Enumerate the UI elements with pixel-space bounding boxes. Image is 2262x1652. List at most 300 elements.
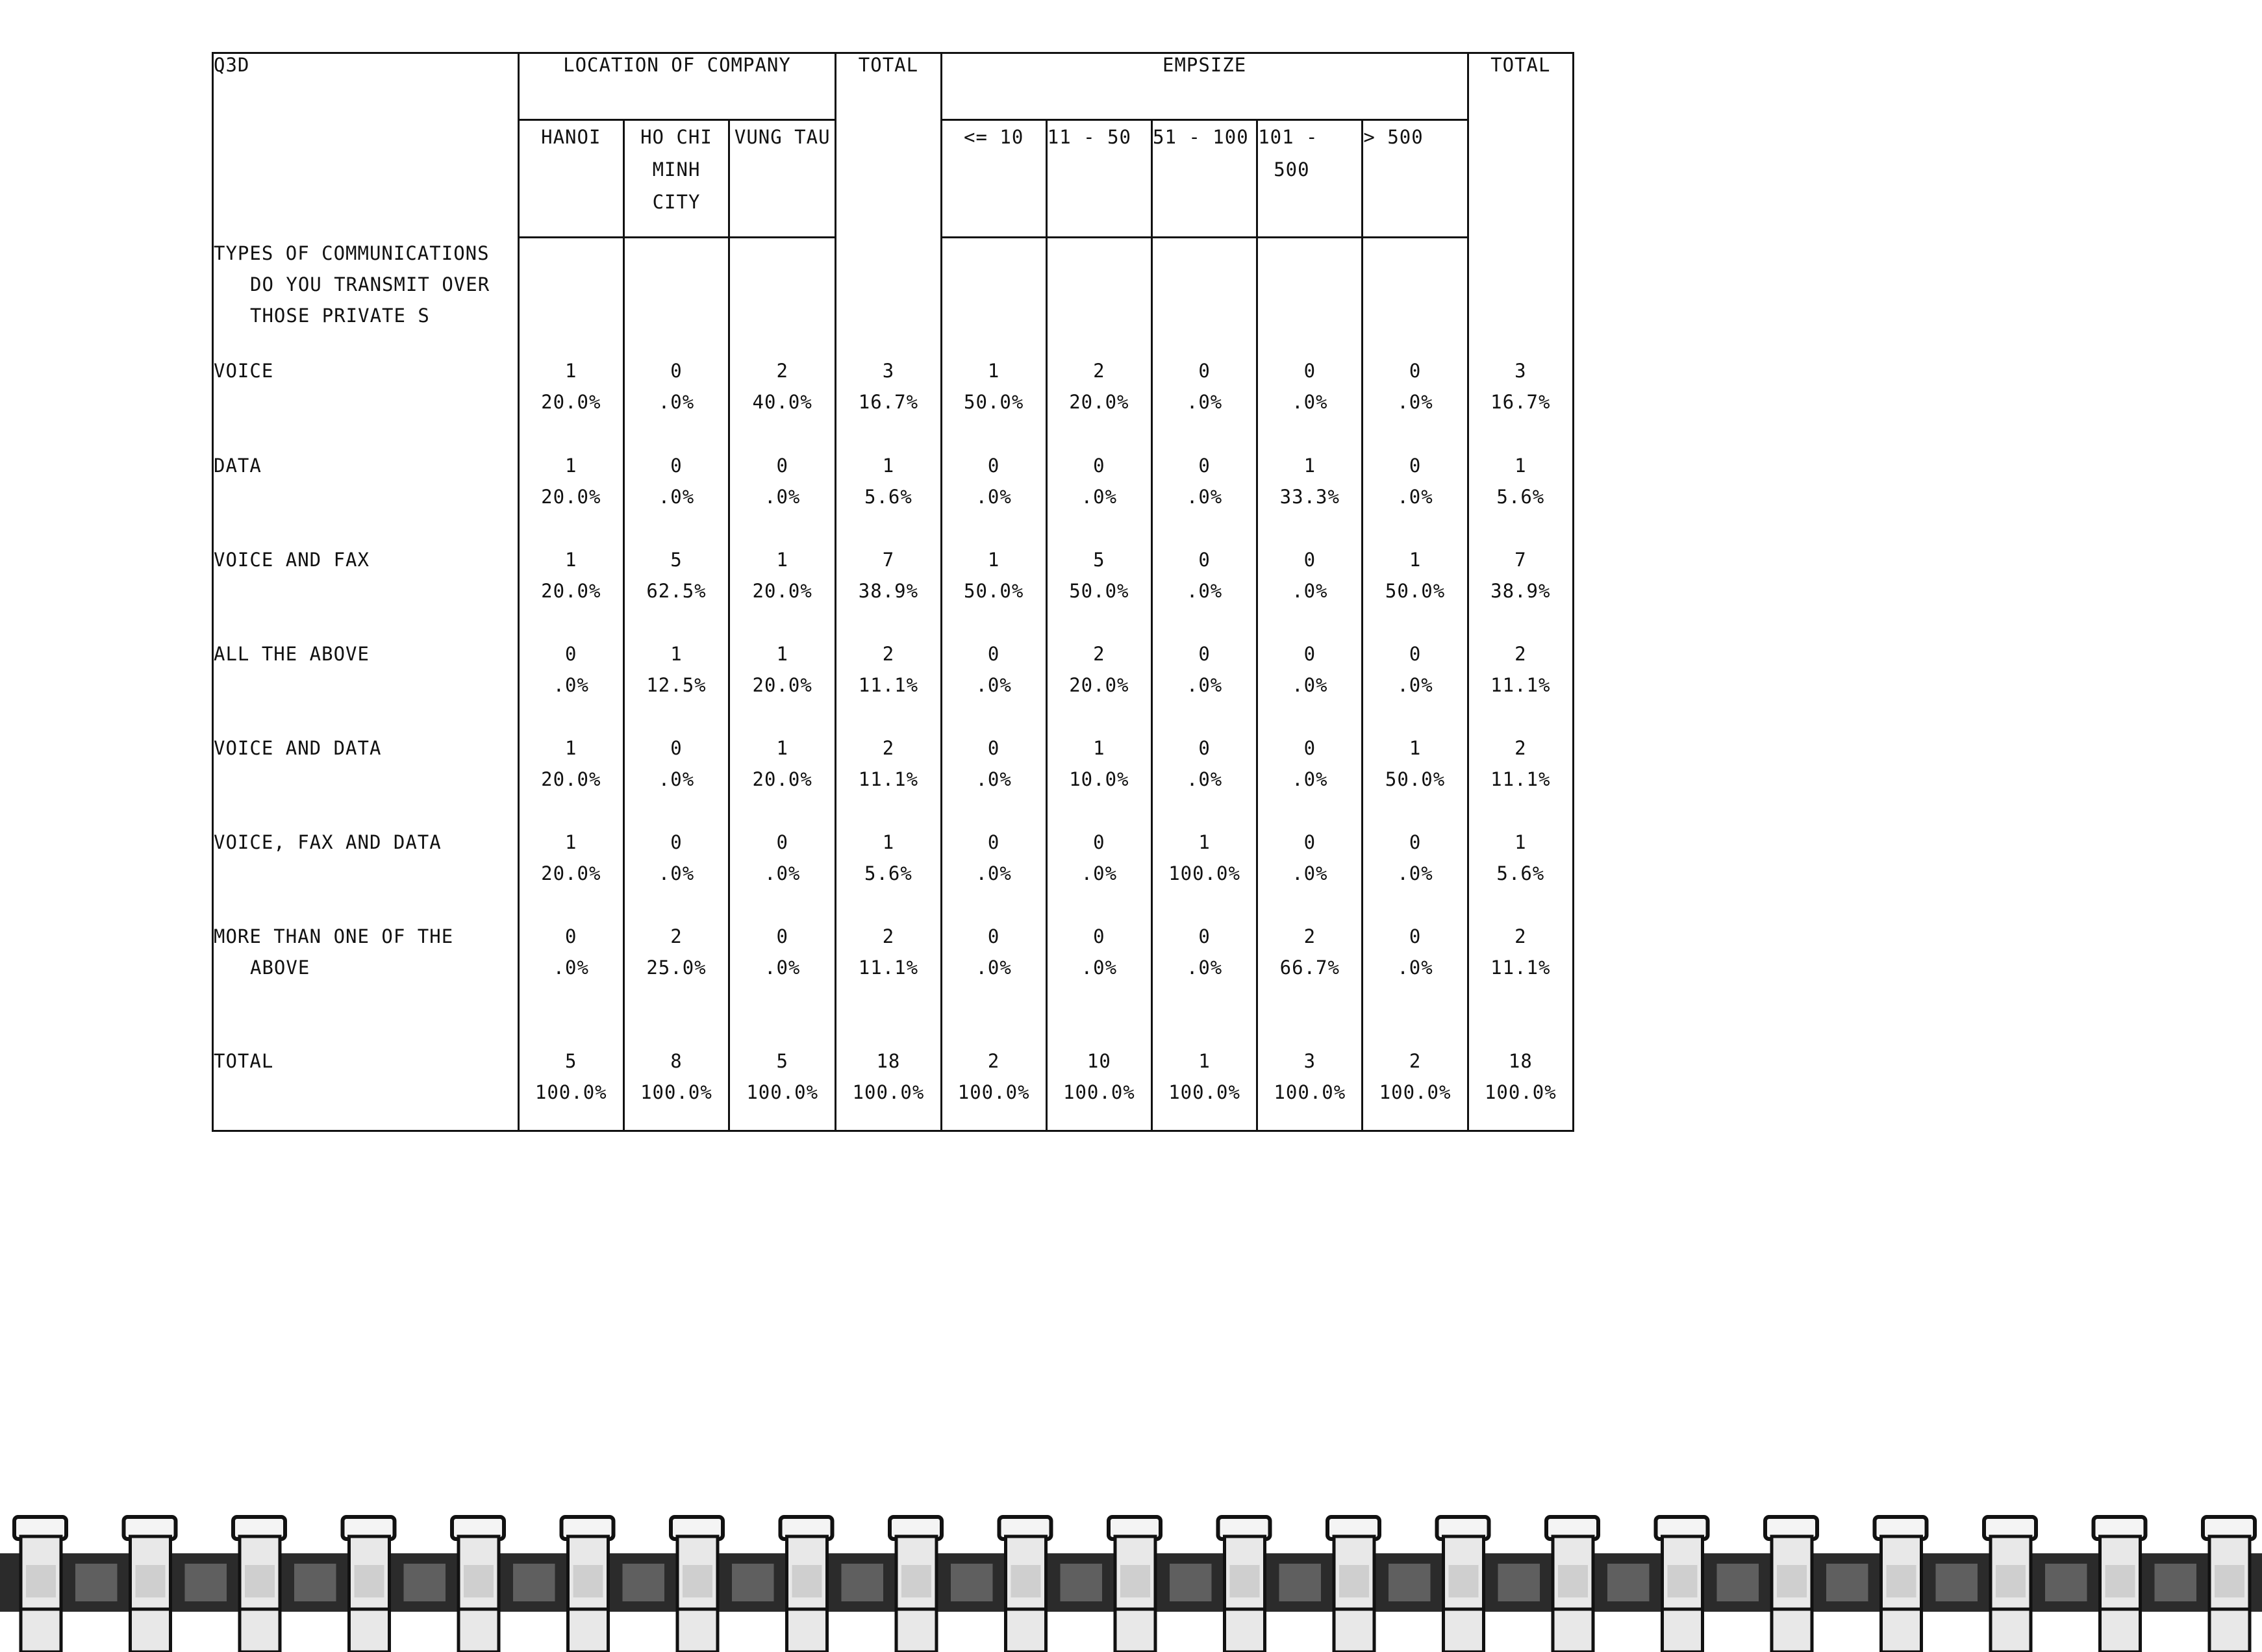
col-header-le-10: <= 10 (941, 120, 1046, 238)
col-header-101-line1: 101 - (1258, 126, 1318, 148)
table-cell (941, 827, 1046, 921)
cell-percent: 20.0% (752, 768, 812, 790)
cell-count: 0 (1409, 831, 1422, 853)
cell-count: 0 (1198, 925, 1211, 947)
cell-count: 0 (776, 925, 788, 947)
cell-percent: .0% (1292, 391, 1328, 413)
cell-count: 2 (670, 925, 683, 947)
row-label-line: VOICE (214, 360, 274, 382)
row-label-line: MORE THAN ONE OF THE (214, 925, 454, 947)
col-header-total-empsize: TOTAL (1468, 53, 1573, 238)
cell-count: 5 (776, 1050, 788, 1072)
cell-count: 0 (987, 831, 1000, 853)
cell-count: 5 (565, 1050, 577, 1072)
cell-percent: .0% (1397, 862, 1433, 884)
cell-count: 2 (1514, 643, 1527, 665)
cell-count: 2 (776, 360, 788, 382)
cell-count: 0 (1409, 925, 1422, 947)
cell-count: 7 (882, 549, 895, 571)
binding-gap (1826, 1564, 1868, 1601)
binding-coil (452, 1517, 504, 1652)
table-cell (941, 544, 1046, 638)
table-cell (1046, 544, 1151, 638)
empty-cell (1151, 238, 1257, 356)
cell-percent: 25.0% (646, 957, 707, 979)
cell-count: 0 (1198, 643, 1211, 665)
table-cell (518, 450, 623, 544)
binding-coil (2094, 1517, 2146, 1652)
cell-count: 0 (1303, 360, 1316, 382)
table-cell (1363, 638, 1468, 732)
binding-coil (781, 1517, 833, 1652)
cell-percent: .0% (1186, 580, 1223, 602)
empty-cell (729, 238, 836, 356)
table-row (213, 921, 1574, 1045)
col-header-hochi-line3: CITY (652, 191, 701, 213)
col-header-hanoi: HANOI (518, 120, 623, 238)
cell-count: 1 (1409, 737, 1422, 759)
table-cell (1046, 450, 1151, 544)
table-cell (623, 921, 729, 1045)
table-cell (1257, 732, 1363, 827)
binding-coil (999, 1517, 1051, 1652)
cell-count: 1 (1093, 737, 1105, 759)
table-cell (518, 355, 623, 450)
cell-percent: 12.5% (646, 674, 707, 696)
table-cell (729, 450, 836, 544)
cell-count: 1 (776, 643, 788, 665)
row-label (213, 1045, 519, 1131)
empty-cell (623, 238, 729, 356)
binding-coil (343, 1517, 395, 1652)
table-cell (729, 827, 836, 921)
cell-percent: 20.0% (541, 862, 601, 884)
binding-coil (890, 1517, 942, 1652)
spiral-binding (0, 1513, 2262, 1652)
cell-percent: 100.0% (1484, 1081, 1557, 1103)
table-row (213, 827, 1574, 921)
table-cell (1363, 544, 1468, 638)
question-text-line1: TYPES OF COMMUNICATIONS (214, 242, 490, 264)
cell-percent: 20.0% (752, 580, 812, 602)
row-label (213, 450, 519, 544)
cell-count: 5 (670, 549, 683, 571)
cell-percent: 66.7% (1279, 957, 1340, 979)
table-row (213, 732, 1574, 827)
table-cell (1468, 827, 1573, 921)
cell-count: 0 (670, 360, 683, 382)
table-cell (836, 921, 941, 1045)
question-text-line3: THOSE PRIVATE S (250, 304, 430, 327)
cell-percent: .0% (1397, 674, 1433, 696)
cell-percent: 38.9% (858, 580, 919, 602)
row-label (213, 921, 519, 1045)
table-cell (836, 732, 941, 827)
cell-count: 0 (1303, 643, 1316, 665)
cell-count: 3 (882, 360, 895, 382)
cell-percent: .0% (1186, 674, 1223, 696)
cell-percent: .0% (1397, 391, 1433, 413)
binding-gap (75, 1564, 118, 1601)
table-cell (623, 827, 729, 921)
table-row (213, 544, 1574, 638)
table-cell (1151, 827, 1257, 921)
cell-count: 0 (670, 737, 683, 759)
col-header-hochi-line1: HO CHI (640, 126, 712, 148)
row-label-line: VOICE, FAX AND DATA (214, 831, 442, 853)
table-cell (1151, 638, 1257, 732)
table-cell (1468, 921, 1573, 1045)
cell-count: 0 (1198, 737, 1211, 759)
table-cell (623, 544, 729, 638)
table-cell (941, 1045, 1046, 1131)
cell-count: 0 (987, 737, 1000, 759)
col-header-ho-chi-minh-city (623, 120, 729, 238)
cell-count: 1 (882, 831, 895, 853)
binding-coil (233, 1517, 285, 1652)
cell-percent: .0% (1186, 391, 1223, 413)
cell-count: 1 (565, 737, 577, 759)
row-label (213, 638, 519, 732)
empty-cell (1468, 238, 1573, 356)
binding-gap (1936, 1564, 1978, 1601)
empty-cell (1257, 238, 1363, 356)
table-cell (1257, 355, 1363, 450)
cell-percent: 100.0% (640, 1081, 712, 1103)
table-cell (1468, 638, 1573, 732)
table-cell (729, 355, 836, 450)
table-cell (1151, 732, 1257, 827)
binding-gap (1170, 1564, 1212, 1601)
cell-count: 1 (987, 549, 1000, 571)
cell-count: 0 (1198, 360, 1211, 382)
binding-gap (1389, 1564, 1431, 1601)
binding-coil (124, 1517, 176, 1652)
col-header-hochi-line2: MINH (652, 158, 701, 181)
table-cell (1257, 827, 1363, 921)
cell-count: 2 (882, 925, 895, 947)
table-cell (729, 1045, 836, 1131)
cell-percent: 62.5% (646, 580, 707, 602)
table-cell (836, 450, 941, 544)
col-header-101-line2: 500 (1274, 158, 1310, 181)
row-label (213, 544, 519, 638)
cell-count: 2 (1514, 925, 1527, 947)
cell-count: 8 (670, 1050, 683, 1072)
cell-percent: .0% (764, 486, 801, 508)
table-cell (1151, 1045, 1257, 1131)
row-label-line: VOICE AND FAX (214, 549, 370, 571)
binding-gap (1498, 1564, 1540, 1601)
cell-count: 0 (987, 643, 1000, 665)
cell-percent: 20.0% (541, 391, 601, 413)
row-label-line: ABOVE (250, 957, 310, 979)
cell-count: 1 (565, 831, 577, 853)
cell-percent: .0% (975, 486, 1012, 508)
binding-coil (1437, 1517, 1489, 1652)
cell-percent: 100.0% (1168, 1081, 1240, 1103)
cell-percent: 5.6% (864, 486, 912, 508)
cell-percent: .0% (1292, 862, 1328, 884)
cell-percent: 11.1% (858, 957, 919, 979)
table-cell (836, 1045, 941, 1131)
table-cell (941, 450, 1046, 544)
cell-count: 0 (1093, 925, 1105, 947)
cell-count: 1 (670, 643, 683, 665)
cell-percent: 100.0% (1379, 1081, 1451, 1103)
binding-gap (1279, 1564, 1322, 1601)
cell-count: 0 (670, 831, 683, 853)
cell-percent: 11.1% (1490, 768, 1551, 790)
empty-cell (1363, 238, 1468, 356)
binding-coil (2203, 1517, 2255, 1652)
binding-coil (1984, 1517, 2036, 1652)
cell-count: 0 (1409, 643, 1422, 665)
cell-count: 1 (987, 360, 1000, 382)
table-cell (1046, 638, 1151, 732)
group-header-location: LOCATION OF COMPANY (518, 53, 836, 120)
cell-percent: .0% (658, 391, 695, 413)
table-cell (941, 638, 1046, 732)
table-cell (941, 921, 1046, 1045)
table-row (213, 1045, 1574, 1131)
cell-percent: 11.1% (1490, 957, 1551, 979)
row-label-line: DATA (214, 455, 262, 477)
cell-count: 2 (1409, 1050, 1422, 1072)
cell-percent: .0% (553, 674, 589, 696)
cell-percent: 11.1% (858, 768, 919, 790)
cell-count: 0 (1093, 455, 1105, 477)
table-cell (1468, 544, 1573, 638)
cell-count: 1 (565, 360, 577, 382)
empty-cell (941, 238, 1046, 356)
cell-count: 1 (1514, 455, 1527, 477)
question-id: Q3D (213, 53, 519, 238)
cell-count: 0 (1303, 549, 1316, 571)
cell-count: 0 (1409, 360, 1422, 382)
binding-gap (513, 1564, 555, 1601)
cell-percent: 16.7% (1490, 391, 1551, 413)
table-body (213, 355, 1574, 1131)
table-cell (518, 732, 623, 827)
binding-coil (1656, 1517, 1708, 1652)
cell-percent: 20.0% (1069, 391, 1129, 413)
cell-percent: 100.0% (852, 1081, 925, 1103)
cell-count: 3 (1514, 360, 1527, 382)
table-cell (729, 921, 836, 1045)
table-cell (623, 355, 729, 450)
table-cell (1046, 355, 1151, 450)
cell-percent: .0% (975, 768, 1012, 790)
cell-percent: .0% (1292, 580, 1328, 602)
table-cell (1151, 921, 1257, 1045)
table-cell (1151, 544, 1257, 638)
table-cell (623, 450, 729, 544)
cell-count: 2 (882, 643, 895, 665)
table-cell (729, 638, 836, 732)
cell-percent: 20.0% (541, 580, 601, 602)
cell-percent: .0% (1292, 768, 1328, 790)
cell-count: 1 (1198, 1050, 1211, 1072)
table-cell (1046, 1045, 1151, 1131)
cell-percent: .0% (1186, 957, 1223, 979)
cell-count: 0 (776, 831, 788, 853)
cell-count: 0 (1093, 831, 1105, 853)
cell-percent: .0% (975, 674, 1012, 696)
table-cell (729, 732, 836, 827)
cell-percent: 20.0% (541, 768, 601, 790)
col-header-11-50: 11 - 50 (1046, 120, 1151, 238)
binding-gap (1061, 1564, 1103, 1601)
cell-count: 5 (1093, 549, 1105, 571)
table-cell (1257, 638, 1363, 732)
table-cell (1363, 921, 1468, 1045)
cell-count: 0 (1303, 737, 1316, 759)
binding-coil (1109, 1517, 1161, 1652)
cell-count: 0 (987, 925, 1000, 947)
binding-gap (623, 1564, 665, 1601)
binding-coil (1546, 1517, 1598, 1652)
empty-cell (836, 238, 941, 356)
binding-coil (671, 1517, 723, 1652)
table-cell (836, 544, 941, 638)
cell-count: 0 (565, 925, 577, 947)
cell-percent: 100.0% (1062, 1081, 1135, 1103)
cell-percent: .0% (658, 486, 695, 508)
cell-count: 1 (776, 737, 788, 759)
cell-percent: 5.6% (864, 862, 912, 884)
binding-coil (1218, 1517, 1270, 1652)
cell-count: 0 (670, 455, 683, 477)
cell-percent: .0% (1081, 957, 1118, 979)
col-header-51-100: 51 - 100 (1151, 120, 1257, 238)
table-cell (1151, 355, 1257, 450)
cell-count: 0 (1198, 549, 1211, 571)
cell-count: 1 (1303, 455, 1316, 477)
cell-percent: .0% (1397, 957, 1433, 979)
table-cell (1468, 450, 1573, 544)
table-row (213, 355, 1574, 450)
col-header-vung-tau: VUNG TAU (729, 120, 836, 238)
binding-gap (842, 1564, 884, 1601)
binding-gap (185, 1564, 227, 1601)
cell-percent: .0% (1081, 486, 1118, 508)
cell-count: 1 (776, 549, 788, 571)
cell-percent: .0% (1081, 862, 1118, 884)
cell-percent: .0% (975, 862, 1012, 884)
cell-count: 1 (565, 549, 577, 571)
cell-count: 2 (1303, 925, 1316, 947)
cell-count: 18 (876, 1050, 901, 1072)
table-cell (1363, 827, 1468, 921)
table-cell (729, 544, 836, 638)
cell-percent: 100.0% (534, 1081, 607, 1103)
binding-gap (951, 1564, 993, 1601)
cell-percent: .0% (764, 957, 801, 979)
cell-percent: .0% (1186, 768, 1223, 790)
table-cell (518, 921, 623, 1045)
cell-count: 0 (987, 455, 1000, 477)
cell-count: 0 (1303, 831, 1316, 853)
binding-gap (2155, 1564, 2197, 1601)
cell-percent: .0% (658, 768, 695, 790)
table-cell (518, 827, 623, 921)
cell-count: 2 (882, 737, 895, 759)
group-header-empsize: EMPSIZE (941, 53, 1468, 120)
empty-cell (1046, 238, 1151, 356)
table-cell (623, 732, 729, 827)
table-cell (623, 638, 729, 732)
binding-gap (1717, 1564, 1759, 1601)
cell-count: 0 (565, 643, 577, 665)
binding-gap (294, 1564, 336, 1601)
cell-count: 1 (565, 455, 577, 477)
binding-gap (2045, 1564, 2087, 1601)
table-cell (1257, 450, 1363, 544)
cell-count: 1 (882, 455, 895, 477)
cell-percent: 100.0% (1274, 1081, 1346, 1103)
row-label-line: TOTAL (214, 1050, 274, 1072)
table-cell (836, 638, 941, 732)
col-header-total-location: TOTAL (836, 53, 941, 238)
binding-gap (1607, 1564, 1650, 1601)
table-cell (1363, 355, 1468, 450)
cell-percent: 50.0% (964, 391, 1024, 413)
cell-percent: .0% (1292, 674, 1328, 696)
cell-count: 2 (987, 1050, 1000, 1072)
cell-percent: 38.9% (1490, 580, 1551, 602)
cell-percent: 50.0% (1069, 580, 1129, 602)
cell-percent: 11.1% (858, 674, 919, 696)
table-cell (1468, 355, 1573, 450)
row-label-line: VOICE AND DATA (214, 737, 382, 759)
table-cell (1046, 732, 1151, 827)
cell-count: 1 (1198, 831, 1211, 853)
binding-coil (1875, 1517, 1927, 1652)
table-cell (1046, 921, 1151, 1045)
table-cell (941, 732, 1046, 827)
cell-percent: 10.0% (1069, 768, 1129, 790)
col-header-101-500 (1257, 120, 1363, 238)
cell-count: 1 (1409, 549, 1422, 571)
cell-percent: .0% (1397, 486, 1433, 508)
cell-percent: 100.0% (957, 1081, 1030, 1103)
cell-percent: 50.0% (1385, 768, 1446, 790)
binding-gap (404, 1564, 446, 1601)
question-text (213, 238, 519, 356)
question-text-line2: DO YOU TRANSMIT OVER (250, 273, 490, 295)
crosstab-table (212, 52, 1574, 1132)
binding-coil (1765, 1517, 1817, 1652)
cell-percent: 20.0% (1069, 674, 1129, 696)
binding-coil (14, 1517, 66, 1652)
table-cell (1363, 450, 1468, 544)
cell-percent: .0% (658, 862, 695, 884)
table-cell (1363, 1045, 1468, 1131)
table-cell (518, 1045, 623, 1131)
empty-cell (518, 238, 623, 356)
cell-percent: 100.0% (746, 1081, 819, 1103)
table-cell (518, 544, 623, 638)
table-row (213, 638, 1574, 732)
row-label (213, 355, 519, 450)
table-cell (518, 638, 623, 732)
table-cell (1257, 921, 1363, 1045)
cell-count: 18 (1508, 1050, 1533, 1072)
table-cell (941, 355, 1046, 450)
cell-percent: 33.3% (1279, 486, 1340, 508)
cell-count: 2 (1514, 737, 1527, 759)
